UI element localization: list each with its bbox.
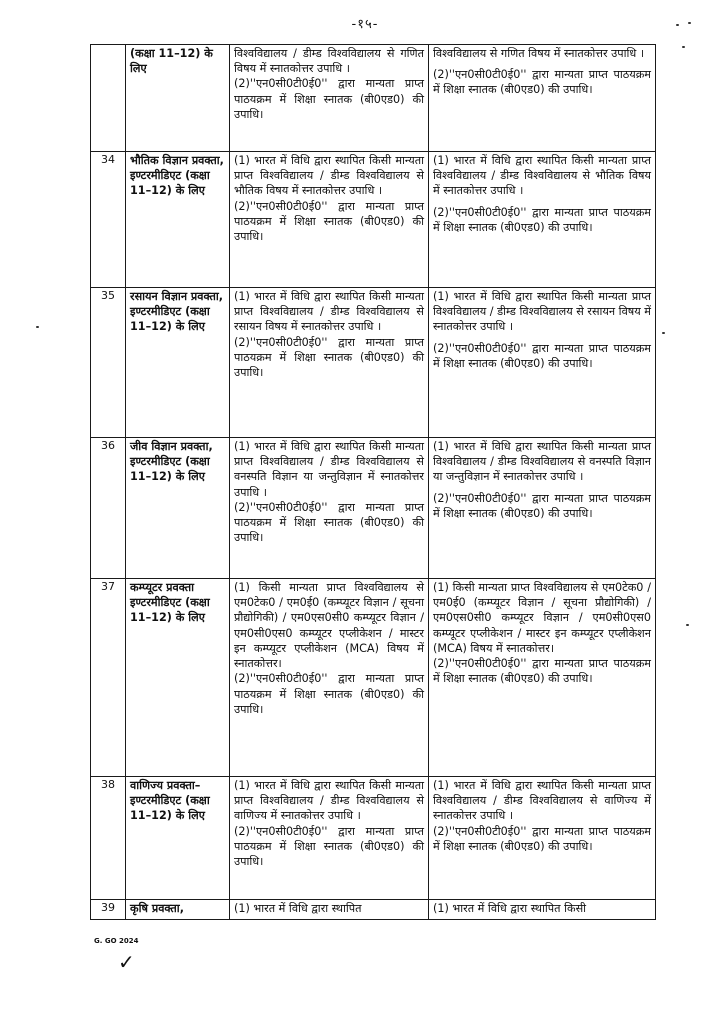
- qualification-cell: [230, 777, 429, 900]
- scan-speck: [36, 326, 39, 328]
- qualification-clause: (2)''एन0सी0टी0ई0'' द्वारा मान्यता प्राप्त पाठयक्रम में शिक्षा स्नातक (बी0एड0) की उपाधि।: [433, 491, 651, 520]
- qualification-clause: (2)''एन0सी0टी0ई0'' द्वारा मान्यता प्राप्त पाठयक्रम में शिक्षा स्नातक (बी0एड0) की उपाधि।: [433, 68, 651, 97]
- table-row: [91, 438, 656, 579]
- qualification-clause: (1) किसी मान्यता प्राप्त विश्वविद्यालय से एम0टेक0 / एम0ई0 (कम्प्यूटर विज्ञान / सूचना प्रौद्योगिकी) / एम0एस0सी0 कम्प्यूटर विज्ञान / एम0सी0एस0 कम्प्यूटर एप्लीकेशन / मास्टर इन कम्प्यूटर एप्लीकेशन (MCA) विषय में स्नातकोत्तर।: [433, 581, 651, 655]
- qualification-clause: (1) किसी मान्यता प्राप्त विश्वविद्यालय से एम0टेक0 / एम0ई0 (कम्प्यूटर विज्ञान / सूचना प्रौद्योगिकी) / एम0एस0सी0 कम्प्यूटर विज्ञान / एम0सी0एस0 कम्प्यूटर एप्लीकेशन / मास्टर इन कम्प्यूटर एप्लीकेशन (MCA) विषय में स्नातकोत्तर।: [234, 581, 424, 671]
- qualification-cell: [230, 900, 429, 920]
- qualification-cell: [230, 152, 429, 288]
- qualification-cell: [230, 438, 429, 579]
- revised-qualification-cell: [429, 777, 656, 900]
- qualification-clause: (1) भारत में विधि द्वारा स्थापित किसी मान्यता प्राप्त विश्वविद्यालय / डीम्ड विश्वविद्यालय से वाणिज्य में स्नातकोत्तर उपाधि ।: [234, 779, 424, 823]
- page-number: -१५-: [351, 17, 379, 32]
- qualification-clause: (1) भारत में विधि द्वारा स्थापित किसी मान्यता प्राप्त विश्वविद्यालय / डीम्ड विश्वविद्यालय से वाणिज्य में स्नातकोत्तर उपाधि ।: [433, 779, 651, 823]
- qualification-clause: (1) भारत में विधि द्वारा स्थापित किसी मान्यता प्राप्त विश्वविद्यालय / डीम्ड विश्वविद्यालय से वनस्पति विज्ञान या जन्तुविज्ञान में स्नातकोत्तर उपाधि ।: [234, 440, 424, 499]
- row-number: 39: [91, 900, 126, 920]
- post-name: कम्प्यूटर प्रवक्ता इण्टरमीडिएट (कक्षा 11–12) के लिए: [126, 579, 230, 777]
- revised-qualification-cell: [429, 438, 656, 579]
- qualification-clause: (2)''एन0सी0टी0ई0'' द्वारा मान्यता प्राप्त पाठयक्रम में शिक्षा स्नातक (बी0एड0) की उपाधि।: [234, 77, 424, 121]
- post-name: (कक्षा 11–12) के लिए: [126, 45, 230, 152]
- table-row: [91, 579, 656, 777]
- qualification-clause: (2)''एन0सी0टी0ई0'' द्वारा मान्यता प्राप्त पाठयक्रम में शिक्षा स्नातक (बी0एड0) की उपाधि।: [433, 205, 651, 234]
- post-name: जीव विज्ञान प्रवक्ता, इण्टरमीडिएट (कक्षा 11–12) के लिए: [126, 438, 230, 579]
- row-number: 36: [91, 438, 126, 579]
- qualification-clause: (1) भारत में विधि द्वारा स्थापित किसी मान्यता प्राप्त विश्वविद्यालय / डीम्ड विश्वविद्यालय से भौतिक विषय में स्नातकोत्तर उपाधि ।: [234, 154, 424, 198]
- qualification-cell: [230, 45, 429, 152]
- row-number: 35: [91, 288, 126, 438]
- qualification-cell: [230, 579, 429, 777]
- qualification-clause: (2)''एन0सी0टी0ई0'' द्वारा मान्यता प्राप्त पाठयक्रम में शिक्षा स्नातक (बी0एड0) की उपाधि।: [234, 335, 424, 380]
- qualification-clause: (2)''एन0सी0टी0ई0'' द्वारा मान्यता प्राप्त पाठयक्रम में शिक्षा स्नातक (बी0एड0) की उपाधि।: [234, 500, 424, 545]
- qualification-clause: (1) भारत में विधि द्वारा स्थापित किसी मान्यता प्राप्त विश्वविद्यालय / डीम्ड विश्वविद्यालय से वनस्पति विज्ञान या जन्तुविज्ञान में स्नातकोत्तर उपाधि ।: [433, 440, 651, 484]
- row-number: 38: [91, 777, 126, 900]
- qualification-clause: (2)''एन0सी0टी0ई0'' द्वारा मान्यता प्राप्त पाठयक्रम में शिक्षा स्नातक (बी0एड0) की उपाधि।: [234, 824, 424, 869]
- revised-qualification-cell: [429, 152, 656, 288]
- qualification-clause: (2)''एन0सी0टी0ई0'' द्वारा मान्यता प्राप्त पाठयक्रम में शिक्षा स्नातक (बी0एड0) की उपाधि।: [433, 657, 651, 686]
- qualification-clause: (1) भारत में विधि द्वारा स्थापित किसी: [433, 902, 587, 915]
- row-number: [91, 45, 126, 152]
- scan-speck: [676, 24, 679, 26]
- qualification-table: [90, 44, 656, 920]
- qualification-clause: (1) भारत में विधि द्वारा स्थापित किसी मान्यता प्राप्त विश्वविद्यालय / डीम्ड विश्वविद्यालय से रसायन विषय में स्नातकोत्तर उपाधि ।: [433, 290, 651, 334]
- qualification-clause: विश्वविद्यालय से गणित विषय में स्नातकोत्तर उपाधि ।: [433, 47, 645, 60]
- qualification-clause: (1) भारत में विधि द्वारा स्थापित किसी मान्यता प्राप्त विश्वविद्यालय / डीम्ड विश्वविद्यालय से भौतिक विषय में स्नातकोत्तर उपाधि ।: [433, 154, 651, 198]
- table-row: [91, 777, 656, 900]
- qualification-clause: (1) भारत में विधि द्वारा स्थापित: [234, 902, 362, 915]
- scan-speck: [662, 332, 665, 334]
- post-name: भौतिक विज्ञान प्रवक्ता, इण्टरमीडिएट (कक्षा 11–12) के लिए: [126, 152, 230, 288]
- table-row: [91, 288, 656, 438]
- table-row: [91, 900, 656, 920]
- table-row: [91, 45, 656, 152]
- post-name: वाणिज्य प्रवक्ता– इण्टरमीडिएट (कक्षा 11–12) के लिए: [126, 777, 230, 900]
- post-name: रसायन विज्ञान प्रवक्ता, इण्टरमीडिएट (कक्षा 11–12) के लिए: [126, 288, 230, 438]
- qualification-clause: (2)''एन0सी0टी0ई0'' द्वारा मान्यता प्राप्त पाठयक्रम में शिक्षा स्नातक (बी0एड0) की उपाधि।: [433, 341, 651, 370]
- handwritten-tick-mark: ✓: [118, 950, 135, 974]
- row-number: 34: [91, 152, 126, 288]
- qualification-cell: [230, 288, 429, 438]
- footer-code: G. GO 2024: [94, 937, 139, 945]
- scan-speck: [688, 22, 691, 24]
- revised-qualification-cell: [429, 900, 656, 920]
- row-number: 37: [91, 579, 126, 777]
- post-name: कृषि प्रवक्ता,: [126, 900, 230, 920]
- revised-qualification-cell: [429, 45, 656, 152]
- revised-qualification-cell: [429, 579, 656, 777]
- qualification-clause: (2)''एन0सी0टी0ई0'' द्वारा मान्यता प्राप्त पाठयक्रम में शिक्षा स्नातक (बी0एड0) की उपाधि।: [433, 824, 651, 853]
- table-row: [91, 152, 656, 288]
- qualification-clause: विश्वविद्यालय / डीम्ड विश्वविद्यालय से गणित विषय में स्नातकोत्तर उपाधि ।: [234, 47, 424, 76]
- scan-speck: [682, 46, 685, 48]
- qualification-clause: (2)''एन0सी0टी0ई0'' द्वारा मान्यता प्राप्त पाठयक्रम में शिक्षा स्नातक (बी0एड0) की उपाधि।: [234, 672, 424, 716]
- qualification-clause: (2)''एन0सी0टी0ई0'' द्वारा मान्यता प्राप्त पाठयक्रम में शिक्षा स्नातक (बी0एड0) की उपाधि।: [234, 199, 424, 244]
- revised-qualification-cell: [429, 288, 656, 438]
- scan-speck: [686, 624, 689, 626]
- qualification-clause: (1) भारत में विधि द्वारा स्थापित किसी मान्यता प्राप्त विश्वविद्यालय / डीम्ड विश्वविद्यालय से रसायन विषय में स्नातकोत्तर उपाधि ।: [234, 290, 424, 334]
